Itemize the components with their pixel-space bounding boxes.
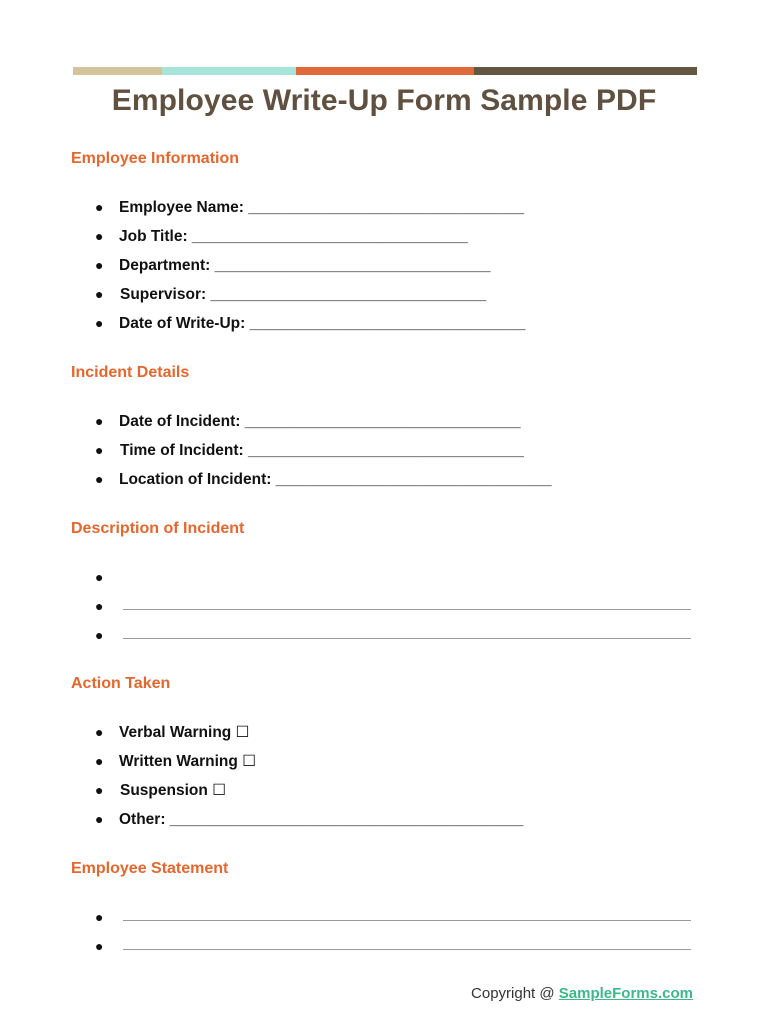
footer-copyright bbox=[471, 985, 693, 1002]
action-taken-list bbox=[0, 718, 768, 834]
section-heading-employee-statement: Employee Statement bbox=[71, 860, 229, 877]
bullet-icon: ● bbox=[95, 315, 104, 331]
location-of-incident-field[interactable]: Location of Incident: ________________________________ bbox=[119, 471, 552, 488]
bullet-icon: ● bbox=[95, 569, 104, 585]
list-item bbox=[0, 251, 768, 280]
employee-info-list bbox=[0, 193, 768, 338]
color-bar-segment bbox=[474, 67, 697, 75]
list-item bbox=[0, 193, 768, 222]
list-item bbox=[0, 436, 768, 465]
employee-name-field[interactable]: Employee Name: ________________________________ bbox=[119, 199, 525, 216]
bullet-icon: ● bbox=[95, 442, 104, 458]
supervisor-field[interactable]: Supervisor: ________________________________ bbox=[120, 286, 487, 303]
written-warning-checkbox[interactable]: Written Warning ☐ bbox=[119, 753, 257, 770]
bullet-icon: ● bbox=[95, 257, 104, 273]
employee-statement-list bbox=[0, 903, 768, 961]
other-action-field[interactable]: Other: _________________________________________ bbox=[119, 811, 524, 828]
bullet-icon: ● bbox=[95, 938, 104, 954]
job-title-field[interactable]: Job Title: ________________________________ bbox=[119, 228, 468, 245]
incident-details-list bbox=[0, 407, 768, 494]
section-heading-action-taken: Action Taken bbox=[71, 675, 171, 692]
bullet-icon: ● bbox=[95, 724, 104, 740]
description-line-2[interactable] bbox=[123, 638, 691, 639]
brand-link[interactable]: SampleForms.com bbox=[558, 985, 693, 1002]
bullet-icon: ● bbox=[95, 471, 104, 487]
bullet-icon: ● bbox=[95, 753, 104, 769]
bullet-icon: ● bbox=[95, 627, 104, 643]
list-item bbox=[0, 718, 768, 747]
color-bar-segment bbox=[73, 67, 162, 75]
bullet-icon: ● bbox=[95, 199, 104, 215]
bullet-icon: ● bbox=[95, 413, 104, 429]
list-item bbox=[0, 563, 768, 592]
page-title: Employee Write-Up Form Sample PDF bbox=[111, 84, 657, 117]
list-item bbox=[0, 592, 768, 621]
suspension-checkbox[interactable]: Suspension ☐ bbox=[120, 782, 227, 799]
date-of-incident-field[interactable]: Date of Incident: ________________________________ bbox=[119, 413, 521, 430]
section-heading-employee-information: Employee Information bbox=[71, 150, 240, 167]
list-item bbox=[0, 280, 768, 309]
list-item bbox=[0, 805, 768, 834]
bullet-icon: ● bbox=[95, 782, 104, 798]
bullet-icon: ● bbox=[95, 228, 104, 244]
list-item bbox=[0, 465, 768, 494]
description-line-1[interactable] bbox=[123, 609, 691, 610]
color-bar-segment bbox=[162, 67, 296, 75]
header-color-bar bbox=[73, 67, 697, 75]
color-bar-segment bbox=[296, 67, 474, 75]
list-item bbox=[0, 222, 768, 251]
bullet-icon: ● bbox=[95, 811, 104, 827]
bullet-icon: ● bbox=[95, 286, 104, 302]
list-item bbox=[0, 932, 768, 961]
list-item bbox=[0, 776, 768, 805]
statement-line-1[interactable] bbox=[123, 920, 691, 921]
statement-line-2[interactable] bbox=[123, 949, 691, 950]
department-field[interactable]: Department: ________________________________ bbox=[119, 257, 491, 274]
bullet-icon: ● bbox=[95, 909, 104, 925]
list-item bbox=[0, 747, 768, 776]
copyright-text: Copyright @ bbox=[471, 985, 559, 1002]
bullet-icon: ● bbox=[95, 598, 104, 614]
list-item bbox=[0, 407, 768, 436]
list-item bbox=[0, 621, 768, 650]
list-item bbox=[0, 903, 768, 932]
date-of-write-up-field[interactable]: Date of Write-Up: ________________________________ bbox=[119, 315, 526, 332]
list-item bbox=[0, 309, 768, 338]
section-heading-incident-details: Incident Details bbox=[71, 364, 190, 381]
section-heading-description-of-incident: Description of Incident bbox=[71, 520, 245, 537]
verbal-warning-checkbox[interactable]: Verbal Warning ☐ bbox=[119, 724, 250, 741]
time-of-incident-field[interactable]: Time of Incident: ________________________________ bbox=[120, 442, 524, 459]
description-list bbox=[0, 563, 768, 650]
